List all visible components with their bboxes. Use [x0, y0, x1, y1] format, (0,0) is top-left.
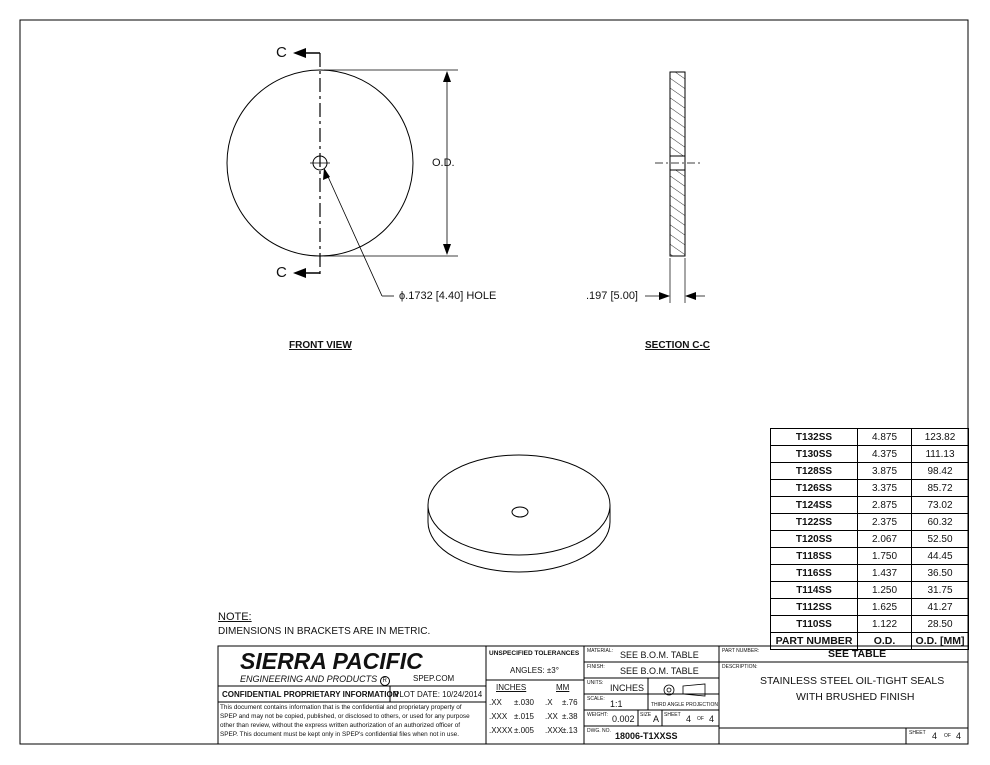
- front-view-title: FRONT VIEW: [289, 340, 352, 351]
- scale-label: SCALE:: [587, 696, 605, 702]
- table-row: T110SS 1.122 28.50: [771, 616, 969, 633]
- table-row: T120SS 2.067 52.50: [771, 531, 969, 548]
- weight-value: 0.002: [612, 714, 635, 724]
- hole-leader: [325, 170, 382, 296]
- dwg-number: 18006-T1XXSS: [615, 731, 678, 741]
- sheet-total-bottom: 4: [956, 731, 962, 741]
- section-arrow-bottom: [293, 268, 306, 278]
- section-arrow-top: [293, 48, 306, 58]
- company-website: SPEP.COM: [413, 674, 455, 683]
- tolerances-mm-header: MM: [556, 683, 570, 692]
- section-marker-bottom: C: [276, 264, 287, 281]
- size-label: SIZE: [640, 712, 652, 718]
- description-label: DESCRIPTION:: [722, 664, 758, 670]
- front-view: [227, 48, 458, 296]
- size-value: A: [653, 714, 660, 724]
- tol-in-value: ±.005: [514, 726, 534, 735]
- table-header-row: PART NUMBER O.D. O.D. [MM]: [771, 633, 969, 650]
- tol-in-format: .XXX: [489, 712, 508, 721]
- table-row: T130SS 4.375 111.13: [771, 446, 969, 463]
- sheet-of-label: OF: [697, 716, 704, 722]
- table-row: T116SS 1.437 36.50: [771, 565, 969, 582]
- company-name: SIERRA PACIFIC: [240, 648, 423, 674]
- table-row: T128SS 3.875 98.42: [771, 463, 969, 480]
- iso-hole: [512, 507, 528, 517]
- sheet-number: 4: [686, 714, 692, 724]
- hole-label: ϕ.1732 [4.40] HOLE: [399, 290, 497, 302]
- table-row: T118SS 1.750 44.45: [771, 548, 969, 565]
- table-row: T114SS 1.250 31.75: [771, 582, 969, 599]
- table-row: T132SS 4.875 123.82: [771, 429, 969, 446]
- confidential-title: CONFIDENTIAL PROPRIETARY INFORMATION: [222, 690, 399, 699]
- note-heading: NOTE:: [218, 611, 252, 623]
- tol-mm-format: .XXX: [545, 726, 564, 735]
- table-row: T122SS 2.375 60.32: [771, 514, 969, 531]
- table-row: T126SS 3.375 85.72: [771, 480, 969, 497]
- tolerances-angles: ANGLES: ±3°: [510, 666, 559, 675]
- confidential-line-1: This document contains information that is the confidential and proprietary property of: [220, 704, 462, 711]
- sheet-number-bottom: 4: [932, 731, 938, 741]
- note-text: DIMENSIONS IN BRACKETS ARE IN METRIC.: [218, 626, 431, 637]
- registered-mark: R: [380, 676, 390, 686]
- tol-in-format: .XXXX: [489, 726, 513, 735]
- sheet-total: 4: [709, 714, 715, 724]
- tol-in-value: ±.030: [514, 698, 534, 707]
- tol-mm-format: .XX: [545, 712, 558, 721]
- tol-mm-value: ±.38: [562, 712, 578, 721]
- scale-value: 1:1: [610, 699, 623, 709]
- description-line-1: STAINLESS STEEL OIL-TIGHT SEALS: [760, 675, 945, 687]
- confidential-line-4: SPEP. This document must be kept only in SPEP's confidential files when not in use.: [220, 731, 459, 738]
- part-number-label: PART NUMBER:: [722, 648, 760, 654]
- weight-label: WEIGHT:: [587, 712, 608, 718]
- table-row: T112SS 1.625 41.27: [771, 599, 969, 616]
- od-label: O.D.: [432, 157, 455, 169]
- tolerances-inches-header: INCHES: [496, 683, 527, 692]
- plot-date: PLOT DATE: 10/24/2014: [394, 690, 483, 699]
- dwg-label: DWG. NO.: [587, 728, 611, 734]
- units-label: UNITS:: [587, 680, 604, 686]
- parts-table: [770, 428, 969, 650]
- section-view-title: SECTION C-C: [645, 340, 710, 351]
- section-marker-top: C: [276, 44, 287, 61]
- description-line-2: WITH BRUSHED FINISH: [796, 691, 915, 703]
- finish-value: SEE B.O.M. TABLE: [620, 666, 699, 676]
- sheet-label-bottom: SHEET: [909, 730, 926, 736]
- tol-mm-value: ±.13: [562, 726, 578, 735]
- tol-mm-value: ±.76: [562, 698, 578, 707]
- section-view: [645, 72, 705, 303]
- sheet-label: SHEET: [664, 712, 681, 718]
- confidential-line-3: other than review, without the express written authorization of an authorized officer of: [220, 722, 461, 729]
- company-subtitle: [240, 674, 390, 686]
- isometric-view: [428, 455, 610, 572]
- units-value: INCHES: [610, 683, 645, 693]
- tol-in-format: .XX: [489, 698, 502, 707]
- material-value: SEE B.O.M. TABLE: [620, 650, 699, 660]
- projection-label: THIRD ANGLE PROJECTION: [651, 702, 718, 708]
- thickness-label: .197 [5.00]: [586, 290, 638, 302]
- company-sub-text: ENGINEERING AND PRODUCTS: [240, 674, 378, 684]
- confidential-line-2: SPEP and may not be copied, published, or disclosed to others, or used for any purpose: [220, 713, 470, 720]
- tolerances-title: UNSPECIFIED TOLERANCES: [489, 650, 580, 657]
- tol-mm-format: .X: [545, 698, 553, 707]
- tol-in-value: ±.015: [514, 712, 534, 721]
- finish-label: FINISH:: [587, 664, 605, 670]
- sheet-of-label-bottom: OF: [944, 733, 951, 739]
- part-number-value: SEE TABLE: [828, 648, 887, 660]
- material-label: MATERIAL:: [587, 648, 614, 654]
- table-row: T124SS 2.875 73.02: [771, 497, 969, 514]
